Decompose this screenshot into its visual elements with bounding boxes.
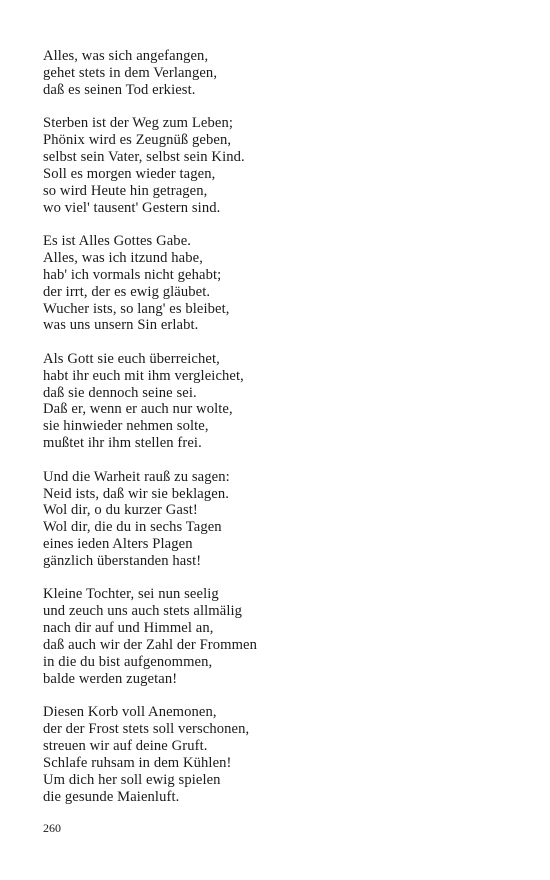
verse-line: Alles, was ich itzund habe, — [43, 249, 203, 266]
verse-line: Soll es morgen wieder tagen, — [43, 165, 216, 182]
verse-line: gänzlich überstanden hast! — [43, 553, 202, 570]
verse-line: Wol dir, o du kurzer Gast! — [43, 502, 198, 519]
verse-line: Wucher ists, so lang' es bleibet, — [43, 300, 230, 317]
stanza — [43, 586, 523, 687]
verse-line: Und die Warheit rauß zu sagen: — [43, 468, 230, 485]
verse-line: daß sie dennoch seine sei. — [43, 384, 197, 401]
verse-line: Um dich her soll ewig spielen — [43, 771, 221, 788]
page-number: 260 — [43, 821, 61, 835]
verse-line: Wol dir, die du in sechs Tagen — [43, 519, 222, 536]
verse-line: in die du bist aufgenommen, — [43, 654, 213, 671]
stanza — [43, 115, 523, 216]
stanza — [43, 469, 523, 570]
verse-line: der irrt, der es ewig gläubet. — [43, 283, 211, 300]
verse-line: selbst sein Vater, selbst sein Kind. — [43, 148, 245, 165]
verse-line: daß es seinen Tod erkiest. — [43, 81, 196, 98]
stanza — [43, 233, 523, 334]
verse-line: eines ieden Alters Plagen — [43, 536, 193, 553]
verse-line: gehet stets in dem Verlangen, — [43, 64, 218, 81]
verse-line: wo viel' tausent' Gestern sind. — [43, 199, 221, 216]
verse-line: was uns unsern Sin erlabt. — [43, 317, 199, 334]
verse-line: Es ist Alles Gottes Gabe. — [43, 232, 192, 249]
verse-line: der der Frost stets soll verschonen, — [43, 721, 250, 738]
stanza — [43, 351, 523, 452]
verse-line: sie hinwieder nehmen solte, — [43, 418, 209, 435]
verse-line: und zeuch uns auch stets allmälig — [43, 603, 243, 620]
poem-body — [43, 48, 523, 822]
verse-line: Neid ists, daß wir sie beklagen. — [43, 485, 229, 502]
verse-line: balde werden zugetan! — [43, 670, 178, 687]
verse-line: Diesen Korb voll Anemonen, — [43, 704, 217, 721]
verse-line: nach dir auf und Himmel an, — [43, 620, 214, 637]
verse-line: Phönix wird es Zeugnüß geben, — [43, 132, 232, 149]
verse-line: Als Gott sie euch überreichet, — [43, 350, 220, 367]
verse-line: Kleine Tochter, sei nun seelig — [43, 586, 219, 603]
stanza — [43, 48, 523, 99]
verse-line: so wird Heute hin getragen, — [43, 182, 208, 199]
verse-line: Sterben ist der Weg zum Leben; — [43, 115, 234, 132]
verse-line: Schlafe ruhsam in dem Kühlen! — [43, 754, 232, 771]
verse-line: Daß er, wenn er auch nur wolte, — [43, 401, 233, 418]
verse-line: Alles, was sich angefangen, — [43, 48, 209, 64]
stanza — [43, 704, 523, 805]
verse-line: hab' ich vormals nicht gehabt; — [43, 266, 222, 283]
verse-line: mußtet ihr ihm stellen frei. — [43, 435, 202, 452]
verse-line: daß auch wir der Zahl der Frommen — [43, 637, 258, 654]
verse-line: streuen wir auf deine Gruft. — [43, 738, 208, 755]
verse-line: die gesunde Maienluft. — [43, 788, 180, 805]
verse-line: habt ihr euch mit ihm vergleichet, — [43, 367, 244, 384]
